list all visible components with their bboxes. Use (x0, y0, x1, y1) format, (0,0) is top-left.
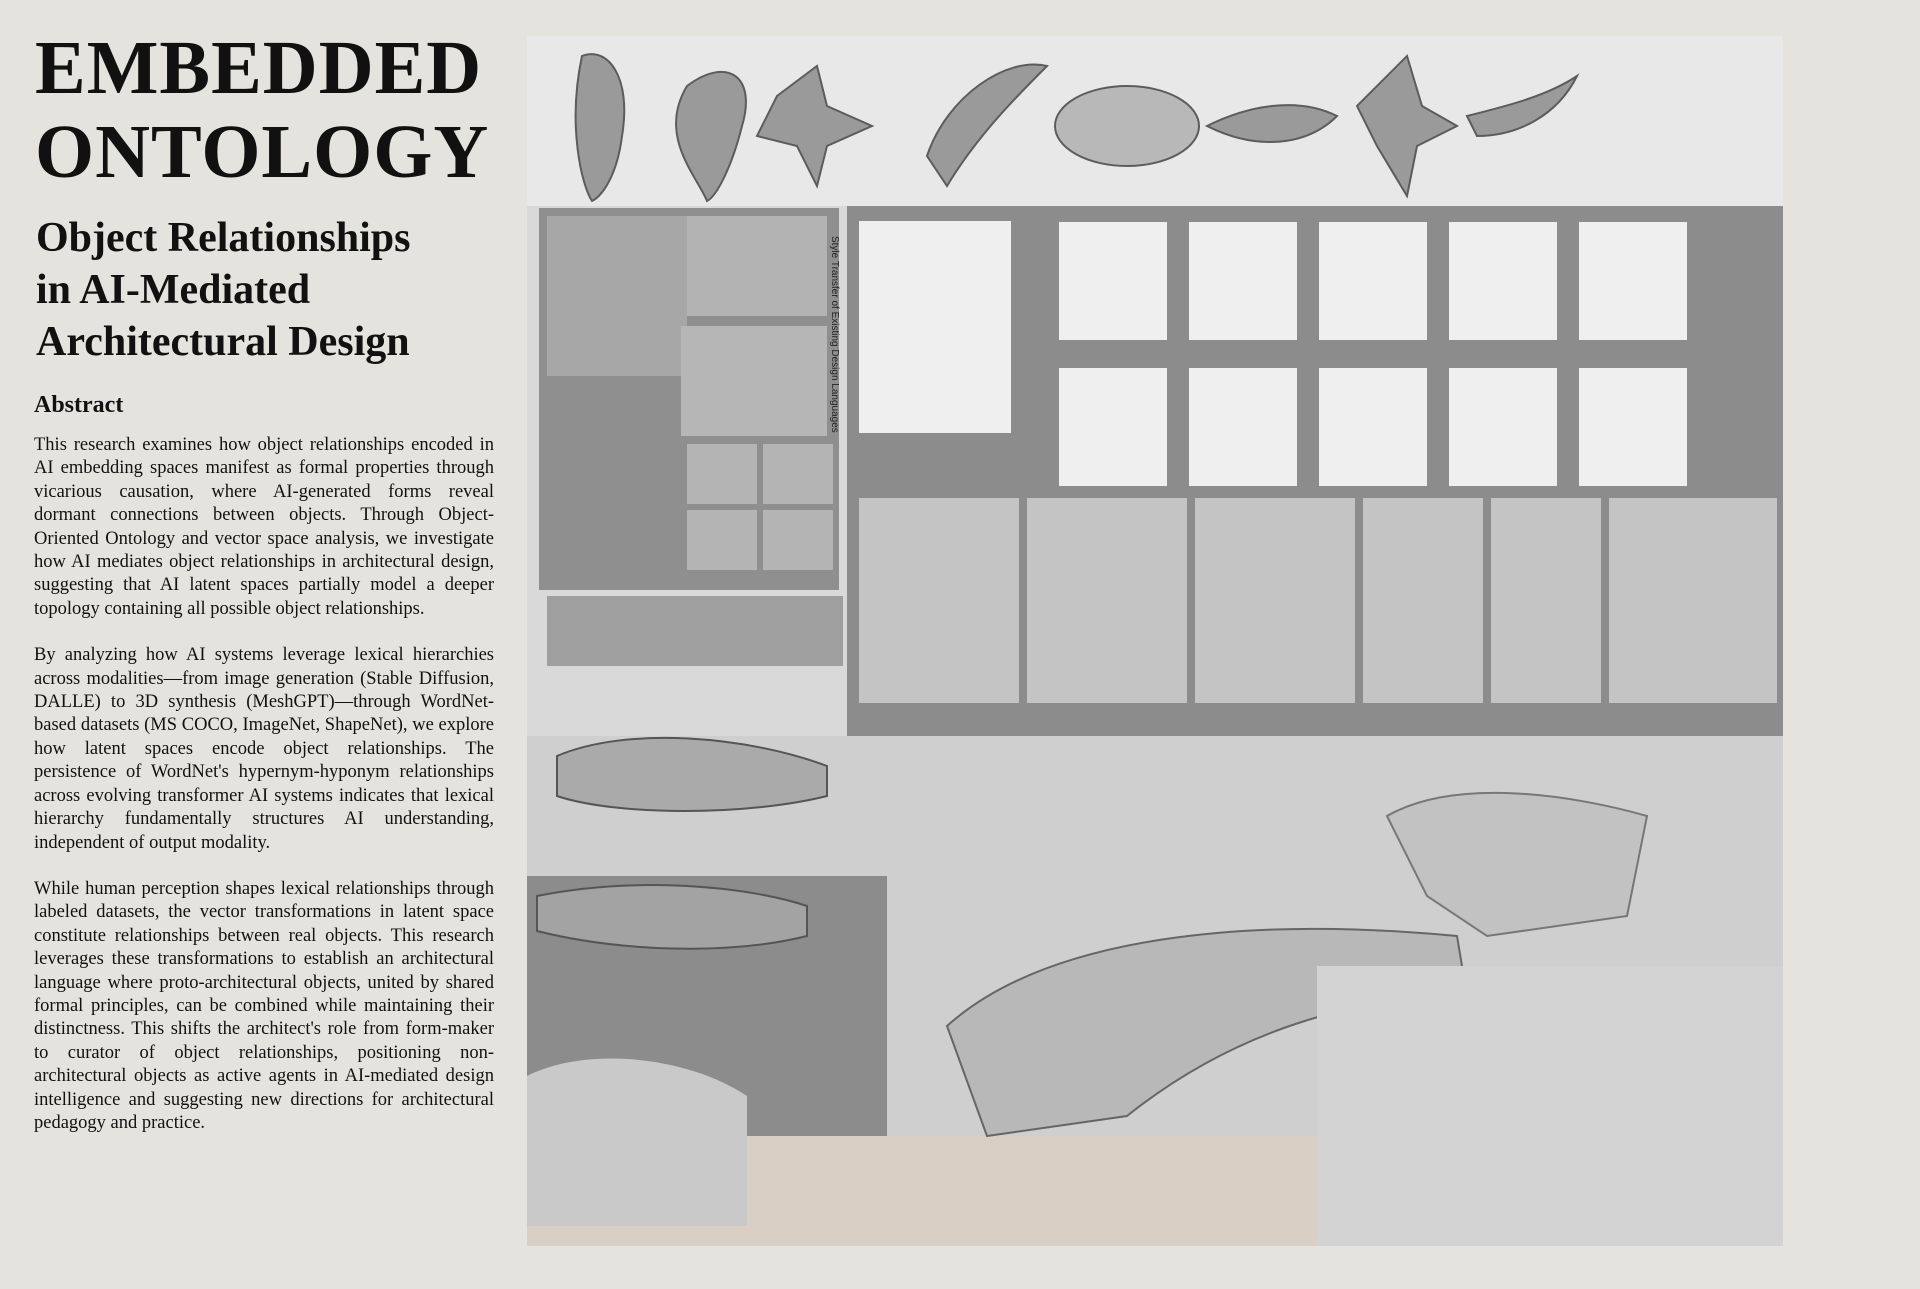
subtitle-line-1: Object Relationships (36, 215, 411, 261)
exhibition-photo-illustration (527, 36, 1783, 1246)
page-subtitle (36, 212, 506, 368)
exhibition-photo (527, 36, 1783, 1246)
subtitle-line-3: Architectural Design (36, 319, 410, 365)
page-title (35, 26, 505, 194)
abstract-paragraph-2: By analyzing how AI systems leverage lexical hierarchies across modalities—from image generation (Stable Diffusion, DALLE) to 3D synthesis (MeshGPT)—through WordNet-based datasets (MS COCO, ImageNet, ShapeNet), we explore how latent spaces encode object relationships. The persistence of WordNet's hypernym-hyponym relationships across evolving transformer AI systems indicates that lexical hierarchy fundamentally structures AI understanding, independent of output modality. (34, 645, 494, 853)
abstract-paragraph-1: This research examines how object relationships encoded in AI embedding spaces manifest as formal properties through vicarious causation, where AI-generated forms reveal dormant connections between objects. Through Object-Oriented Ontology and vector space analysis, we investigate how AI mediates object relationships in architectural design, suggesting that AI latent spaces partially model a deeper topology containing all possible object relationships. (34, 435, 494, 619)
lower-sheets (859, 498, 1777, 703)
title-line-1: EMBEDDED (35, 26, 483, 110)
title-line-2: ONTOLOGY (35, 110, 490, 194)
panel-label: Style Transfer of Existing Design Languages (829, 236, 840, 433)
subtitle-line-2: in AI-Mediated (36, 267, 311, 313)
abstract-paragraph-3: While human perception shapes lexical relationships through labeled datasets, the vector transformations in latent space constitute relationships between real objects. This research leverages these transformations to establish an architectural language where proto-architectural objects, united by shared formal principles, can be combined while maintaining their distinctness. This shifts the architect's role from form-maker to curator of object relationships, positioning non-architectural objects as active agents in AI-mediated design intelligence and suggesting new directions for architectural pedagogy and practice. (34, 878, 494, 1133)
abstract-heading: Abstract (34, 392, 124, 418)
abstract-body (34, 434, 494, 1158)
